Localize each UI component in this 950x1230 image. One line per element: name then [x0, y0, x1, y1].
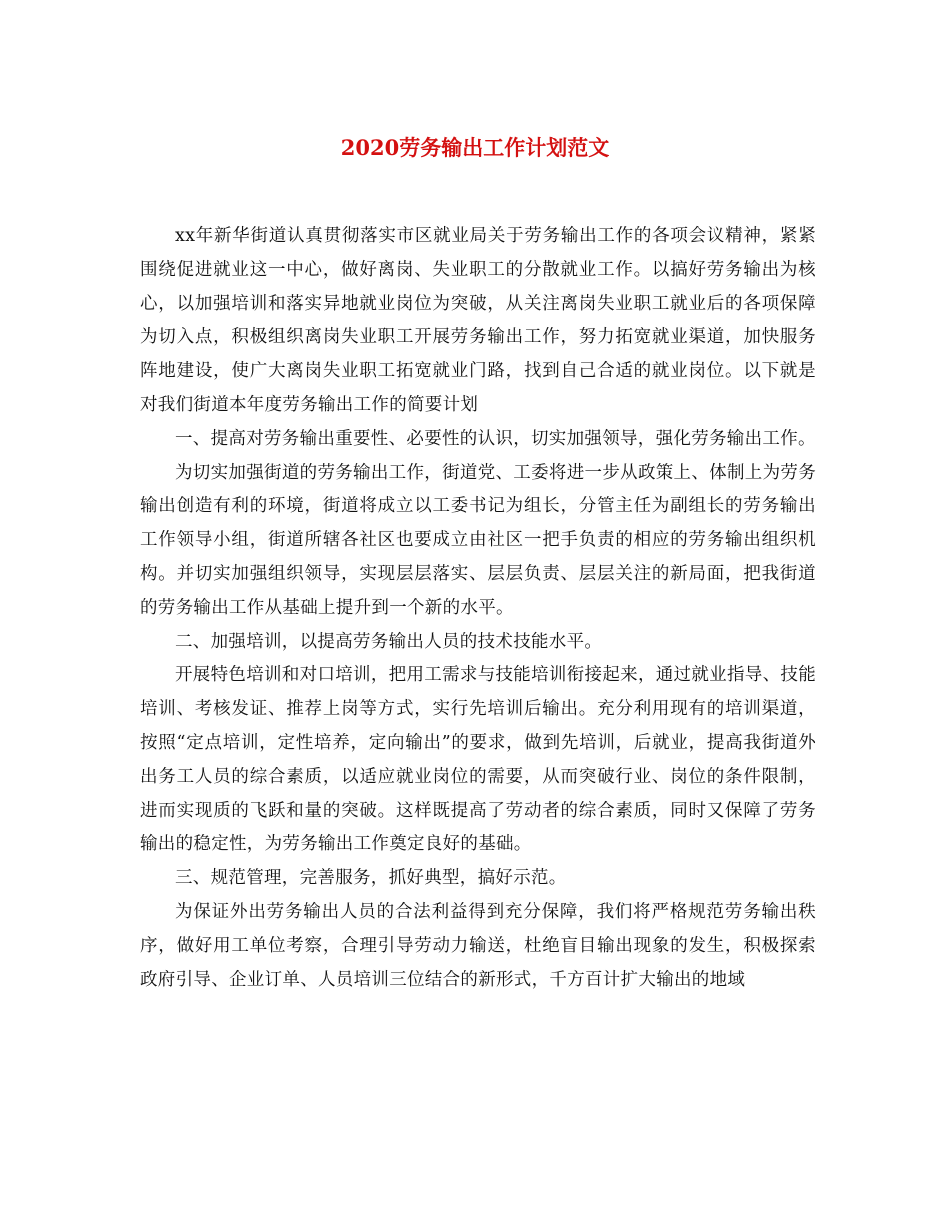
paragraph-section-2: 开展特色培训和对口培训，把用工需求与技能培训衔接起来，通过就业指导、技能培训、考核发证、推荐上岗等方式，实行先培训后输出。充分利用现有的培训渠道，按照“定点培训，定性培养，定向输出”的要求，做到先培训，后就业，提高我街道外出务工人员的综合素质，以适应就业岗位的需要，从而突破行业、岗位的条件限制，进而实现质的飞跃和量的突破。这样既提高了劳动者的综合素质，同时又保障了劳务输出的稳定性，为劳务输出工作奠定良好的基础。 — [140, 665, 816, 855]
document-title: 2020劳务输出工作计划范文 — [340, 135, 610, 160]
document-body — [140, 220, 816, 997]
heading-section-2: 二、加强培训，以提高劳务输出人员的技术技能水平。 — [175, 631, 603, 652]
paragraph-section-1: 为切实加强街道的劳务输出工作，街道党、工委将进一步从政策上、体制上为劳务输出创造有利的环境，街道将成立以工委书记为组长，分管主任为副组长的劳务输出工作领导小组，街道所辖各社区也要成立由社区一把手负责的相应的劳务输出组织机构。并切实加强组织领导，实现层层落实、层层负责、层层关注的新局面，把我街道的劳务输出工作从基础上提升到一个新的水平。 — [140, 462, 816, 618]
heading-section-1: 一、提高对劳务输出重要性、必要性的认识，切实加强领导，强化劳务输出工作。 — [175, 428, 816, 449]
heading-section-3: 三、规范管理，完善服务，抓好典型，搞好示范。 — [175, 868, 567, 889]
paragraph-section-3: 为保证外出劳务输出人员的合法利益得到充分保障，我们将严格规范劳务输出秩序，做好用工单位考察，合理引导劳动力输送，杜绝盲目输出现象的发生，积极探索政府引导、企业订单、人员培训三位结合的新形式，千方百计扩大输出的地域 — [140, 901, 816, 990]
paragraph-intro: xx年新华街道认真贯彻落实市区就业局关于劳务输出工作的各项会议精神，紧紧围绕促进就业这一中心，做好离岗、失业职工的分散就业工作。以搞好劳务输出为核心，以加强培训和落实异地就业岗位为突破，从关注离岗失业职工就业后的各项保障为切入点，积极组织离岗失业职工开展劳务输出工作，努力拓宽就业渠道，加快服务阵地建设，使广大离岗失业职工拓宽就业门路，找到自己合适的就业岗位。以下就是对我们街道本年度劳务输出工作的简要计划 — [140, 226, 816, 415]
